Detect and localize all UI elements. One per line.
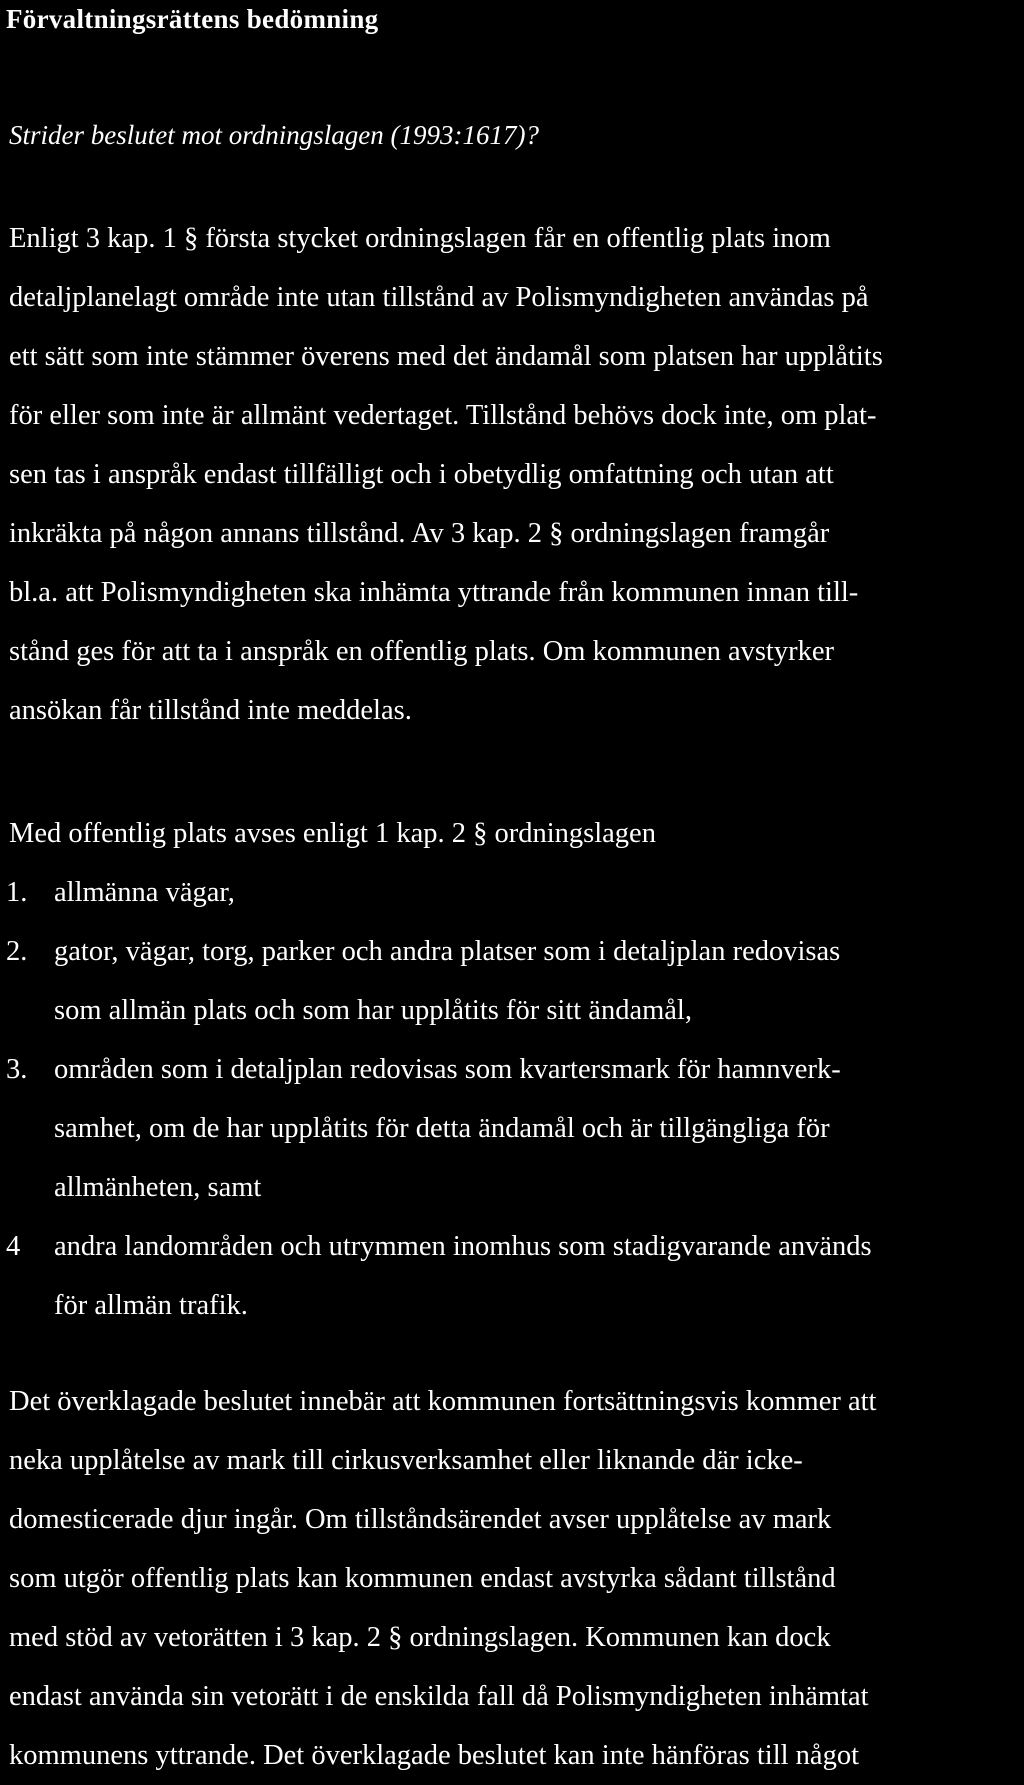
section-heading: Förvaltningsrättens bedömning	[6, 4, 379, 34]
paragraph-line: kommunens yttrande. Det överklagade beslutet kan inte hänföras till något	[9, 1740, 860, 1771]
paragraph-line: detaljplanelagt område inte utan tillstånd av Polismyndigheten användas på	[9, 282, 869, 313]
list-item	[0, 1217, 1024, 1335]
list-item-number: 4	[6, 1231, 21, 1262]
list-intro: Med offentlig plats avses enligt 1 kap. 2 § ordningslagen	[9, 818, 656, 849]
list-item-line: för allmän trafik.	[54, 1290, 248, 1321]
list-item-number: 2.	[6, 936, 28, 967]
paragraph-line: med stöd av vetorätten i 3 kap. 2 § ordningslagen. Kommunen kan dock	[9, 1622, 831, 1653]
paragraph-line: bl.a. att Polismyndigheten ska inhämta yttrande från kommunen innan till-	[9, 577, 859, 608]
paragraph-line: neka upplåtelse av mark till cirkusverksamhet eller liknande där icke-	[9, 1445, 803, 1476]
paragraph-line: som utgör offentlig plats kan kommunen endast avstyrka sådant tillstånd	[9, 1563, 836, 1594]
list-item-line: gator, vägar, torg, parker och andra platser som i detaljplan redovisas	[54, 936, 841, 967]
paragraph-line: domesticerade djur ingår. Om tillståndsärendet avser upplåtelse av mark	[9, 1504, 832, 1535]
definition-list	[0, 863, 1024, 1335]
paragraph-line: sen tas i anspråk endast tillfälligt och i obetydlig omfattning och utan att	[9, 459, 834, 490]
list-item-number: 3.	[6, 1054, 28, 1085]
paragraph-line: ett sätt som inte stämmer överens med det ändamål som platsen har upplåtits	[9, 341, 883, 372]
paragraph-line: inkräkta på någon annans tillstånd. Av 3 kap. 2 § ordningslagen framgår	[9, 518, 830, 549]
paragraph-line: ansökan får tillstånd inte meddelas.	[9, 695, 412, 726]
paragraph-decision-assessment	[9, 1372, 1009, 1785]
list-item	[0, 922, 1024, 1040]
list-item-line: allmänna vägar,	[54, 877, 235, 908]
list-item-text	[54, 863, 1024, 922]
paragraph-line: Enligt 3 kap. 1 § första stycket ordningslagen får en offentlig plats inom	[9, 223, 831, 254]
list-item-line: samhet, om de har upplåtits för detta ändamål och är tillgängliga för	[54, 1113, 830, 1144]
list-item	[0, 863, 1024, 922]
paragraph-line: stånd ges för att ta i anspråk en offentlig plats. Om kommunen avstyrker	[9, 636, 834, 667]
list-item	[0, 1040, 1024, 1217]
list-item-text	[54, 922, 1024, 1040]
paragraph-line: Det överklagade beslutet innebär att kommunen fortsättningsvis kommer att	[9, 1386, 877, 1417]
list-item-number: 1.	[6, 877, 28, 908]
list-item-text	[54, 1040, 1024, 1217]
paragraph-line: endast använda sin vetorätt i de enskilda fall då Polismyndigheten inhämtat	[9, 1681, 869, 1712]
list-item-line: allmänheten, samt	[54, 1172, 262, 1203]
list-item-line: områden som i detaljplan redovisas som kvartersmark för hamnverk-	[54, 1054, 841, 1085]
section-subheading: Strider beslutet mot ordningslagen (1993:1617)?	[9, 120, 539, 150]
paragraph-line: för eller som inte är allmänt vedertaget. Tillstånd behövs dock inte, om plat-	[9, 400, 877, 431]
list-item-text	[54, 1217, 1024, 1335]
list-item-line: andra landområden och utrymmen inomhus som stadigvarande används	[54, 1231, 872, 1262]
list-item-line: som allmän plats och som har upplåtits för sitt ändamål,	[54, 995, 692, 1026]
paragraph-ordningslagen-rules	[9, 209, 1009, 740]
